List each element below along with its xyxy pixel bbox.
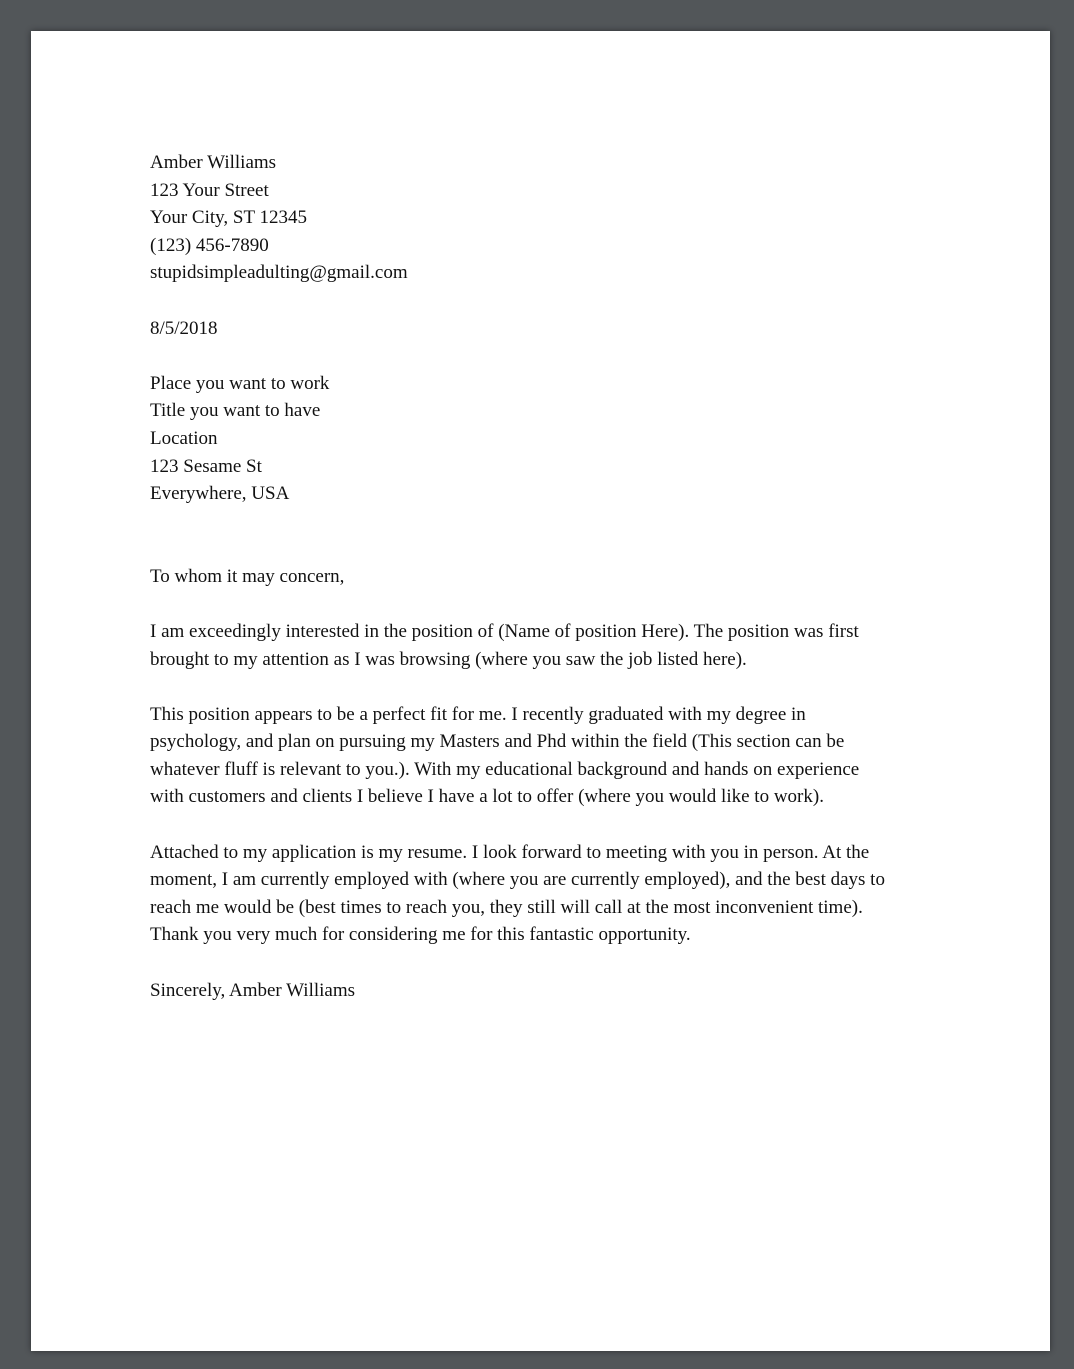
sender-address (150, 149, 940, 287)
paragraph-line: brought to my attention as I was browsing (where you saw the job listed here). (150, 648, 747, 670)
paragraph-line: psychology, and plan on pursuing my Masters and Phd within the field (This section can be (150, 731, 845, 753)
sender-name: Amber Williams (150, 152, 277, 173)
recipient-place: Place you want to work (150, 372, 330, 394)
recipient-title: Title you want to have (150, 400, 321, 422)
paragraph-line: reach me would be (best times to reach you, they still will call at the most inconvenient time). (150, 896, 863, 918)
paragraph-line: whatever fluff is relevant to you.). With my educational background and hands on experience (150, 758, 860, 780)
sender-email: stupidsimpleadulting@gmail.com (150, 262, 408, 284)
recipient-address (150, 370, 940, 508)
recipient-location: Location (150, 427, 218, 449)
sender-phone: (123) 456-7890 (150, 234, 269, 256)
paragraph-line: Attached to my application is my resume. I look forward to meeting with you in person. At the (150, 841, 870, 863)
sender-city: Your City, ST 12345 (150, 207, 307, 229)
closing: Sincerely, Amber Williams (150, 979, 356, 1001)
paragraph-2 (150, 701, 940, 811)
paragraph-line: with customers and clients I believe I have a lot to offer (where you would like to work). (150, 786, 824, 808)
paragraph-line: moment, I am currently employed with (where you are currently employed), and the best days to (150, 869, 885, 891)
recipient-city: Everywhere, USA (150, 483, 290, 505)
letter-body (150, 149, 940, 1004)
sender-street: 123 Your Street (150, 179, 269, 201)
paragraph-3 (150, 839, 940, 949)
paragraph-1 (150, 618, 940, 673)
paragraph-line: Thank you very much for considering me for this fantastic opportunity. (150, 924, 691, 946)
document-page (31, 31, 1050, 1351)
recipient-street: 123 Sesame St (150, 455, 262, 477)
paragraph-line: This position appears to be a perfect fit for me. I recently graduated with my degree in (150, 703, 806, 725)
paragraph-line: I am exceedingly interested in the position of (Name of position Here). The position was first (150, 620, 859, 642)
salutation: To whom it may concern, (150, 565, 345, 587)
letter-date: 8/5/2018 (150, 317, 218, 339)
